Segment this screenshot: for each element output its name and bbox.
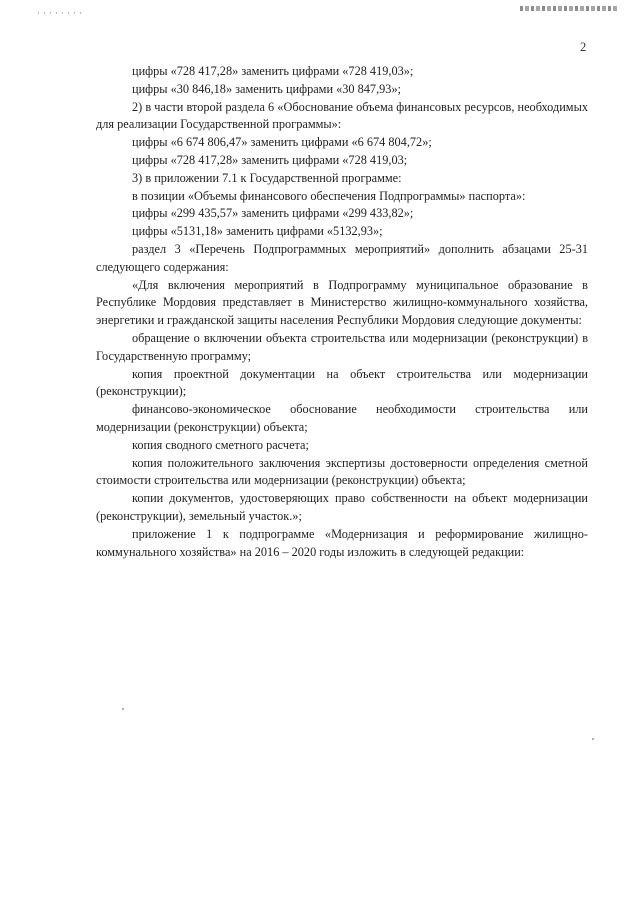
paragraph: раздел 3 «Перечень Подпрограммных мероприятий» дополнить абзацами 25-31 следующего содержания: <box>96 241 588 274</box>
paragraph: копии документов, удостоверяющих право собственности на объект модернизации (реконструкции), земельный участок.»; <box>96 491 588 523</box>
paragraph: цифры «6 674 806,47» заменить цифрами «6 674 804,72»; <box>132 135 432 150</box>
scan-artifact-dots <box>38 12 82 14</box>
paragraph: обращение о включении объекта строительства или модернизации (реконструкции) в Государственную программу; <box>96 330 588 363</box>
paragraph: в позиции «Объемы финансового обеспечения Подпрограммы» паспорта»: <box>132 188 526 203</box>
paragraph: цифры «728 417,28» заменить цифрами «728 419,03»; <box>132 64 414 78</box>
paragraph: цифры «728 417,28» заменить цифрами «728 419,03; <box>132 152 408 167</box>
paragraph: копия сводного сметного расчета; <box>132 437 309 452</box>
paragraph: финансово-экономическое обоснование необходимости строительства или модернизации (реконструкции) объекта; <box>96 402 588 434</box>
paragraph: приложение 1 к подпрограмме «Модернизация и реформирование жилищно-коммунального хозяйства» на 2016 – 2020 годы изложить в следующей редакции: <box>96 526 588 559</box>
paragraph: цифры «30 846,18» заменить цифрами «30 847,93»; <box>132 81 402 96</box>
paragraph: цифры «299 435,57» заменить цифрами «299 433,82»; <box>132 206 414 221</box>
paragraph: «Для включения мероприятий в Подпрограмму муниципальное образование в Республике Мордовия представляет в Министерство жилищно-коммунального хозяйства, энергетики и гражданской защиты населения Республики Мордовия следующие документы: <box>96 277 588 328</box>
paragraph: копия проектной документации на объект строительства или модернизации (реконструкции); <box>96 366 588 399</box>
paragraph: 2) в части второй раздела 6 «Обоснование объема финансовых ресурсов, необходимых для реализации Государственной программы»: <box>96 99 588 132</box>
page-number: 2 <box>580 40 587 54</box>
paragraph: копия положительного заключения экспертизы достоверности определения сметной стоимости строительства или модернизации (реконструкции) объекта; <box>96 455 588 488</box>
document-body <box>96 63 588 561</box>
paragraph: 3) в приложении 7.1 к Государственной программе: <box>132 170 402 185</box>
paragraph: цифры «5131,18» заменить цифрами «5132,93»; <box>132 224 383 239</box>
scan-speck <box>122 708 124 710</box>
scan-artifact-top <box>520 6 618 11</box>
scan-speck <box>592 738 594 740</box>
